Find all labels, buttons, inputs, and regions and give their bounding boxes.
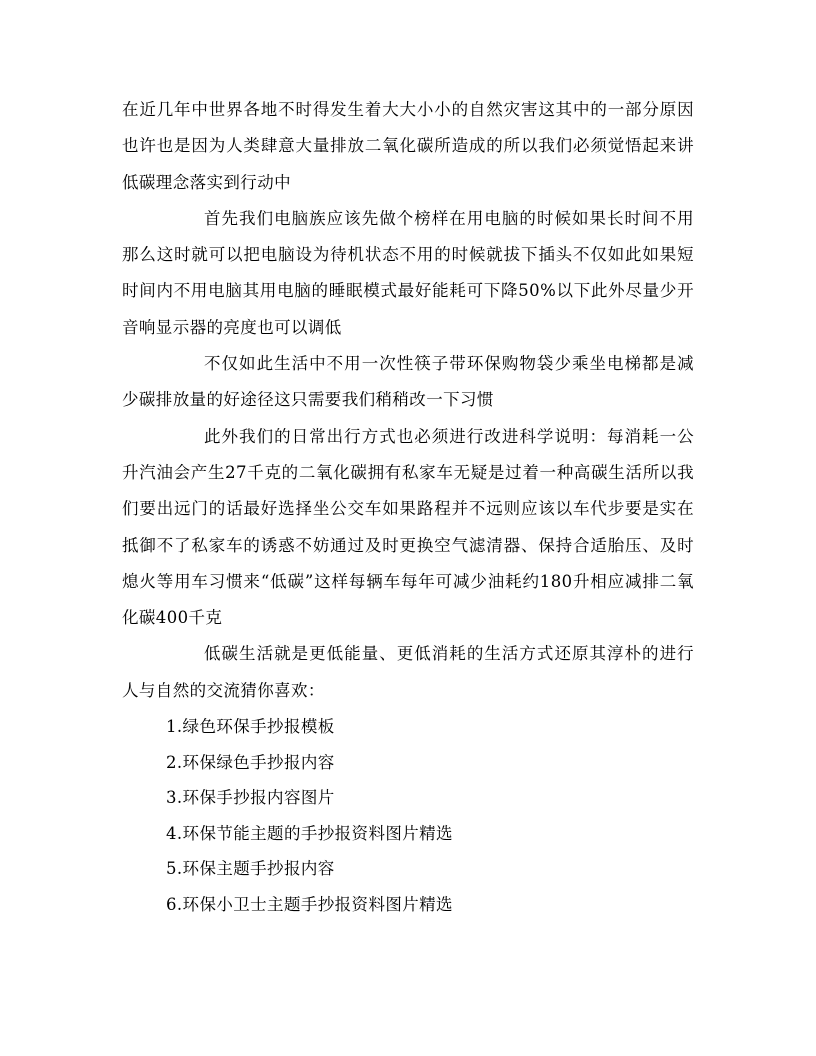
related-link-item[interactable]: 5.环保主题手抄报内容 bbox=[166, 859, 335, 879]
related-link-item[interactable]: 1.绿色环保手抄报模板 bbox=[166, 717, 335, 737]
document-body bbox=[122, 92, 694, 923]
paragraph-daily-life: 不仅如此生活中不用一次性筷子带环保购物袋少乘坐电梯都是减少碳排放量的好途径这只需要我们稍稍改一下习惯 bbox=[122, 354, 694, 410]
related-link-item[interactable]: 6.环保小卫士主题手抄报资料图片精选 bbox=[166, 895, 453, 915]
paragraph-intro: 在近几年中世界各地不时得发生着大大小小的自然灾害这其中的一部分原因也许也是因为人类肆意大量排放二氧化碳所造成的所以我们必须觉悟起来讲低碳理念落实到行动中 bbox=[122, 100, 694, 192]
paragraph-computer: 首先我们电脑族应该先做个榜样在用电脑的时候如果长时间不用那么这时就可以把电脑设为待机状态不用的时候就拔下插头不仅如此如果短时间内不用电脑其用电脑的睡眠模式最好能耗可下降50%以下此外尽量少开音响显示器的亮度也可以调低 bbox=[122, 208, 694, 337]
related-link-item[interactable]: 4.环保节能主题的手抄报资料图片精选 bbox=[166, 823, 453, 843]
related-link-item[interactable]: 3.环保手抄报内容图片 bbox=[166, 788, 335, 808]
paragraph-conclusion: 低碳生活就是更低能量、更低消耗的生活方式还原其淳朴的进行人与自然的交流猜你喜欢： bbox=[122, 644, 694, 700]
related-link-item[interactable]: 2.环保绿色手抄报内容 bbox=[166, 752, 335, 772]
related-links-list bbox=[122, 709, 694, 923]
paragraph-travel: 此外我们的日常出行方式也必须进行改进科学说明：每消耗一公升汽油会产生27千克的二氧化碳拥有私家车无疑是过着一种高碳生活所以我们要出远门的话最好选择坐公交车如果路程并不远则应该以车代步要是实在抵御不了私家车的诱惑不妨通过及时更换空气滤清器、保持合适胎压、及时熄火等用车习惯来“低碳”这样每辆车每年可减少油耗约180升相应减排二氧化碳400千克 bbox=[122, 426, 694, 628]
